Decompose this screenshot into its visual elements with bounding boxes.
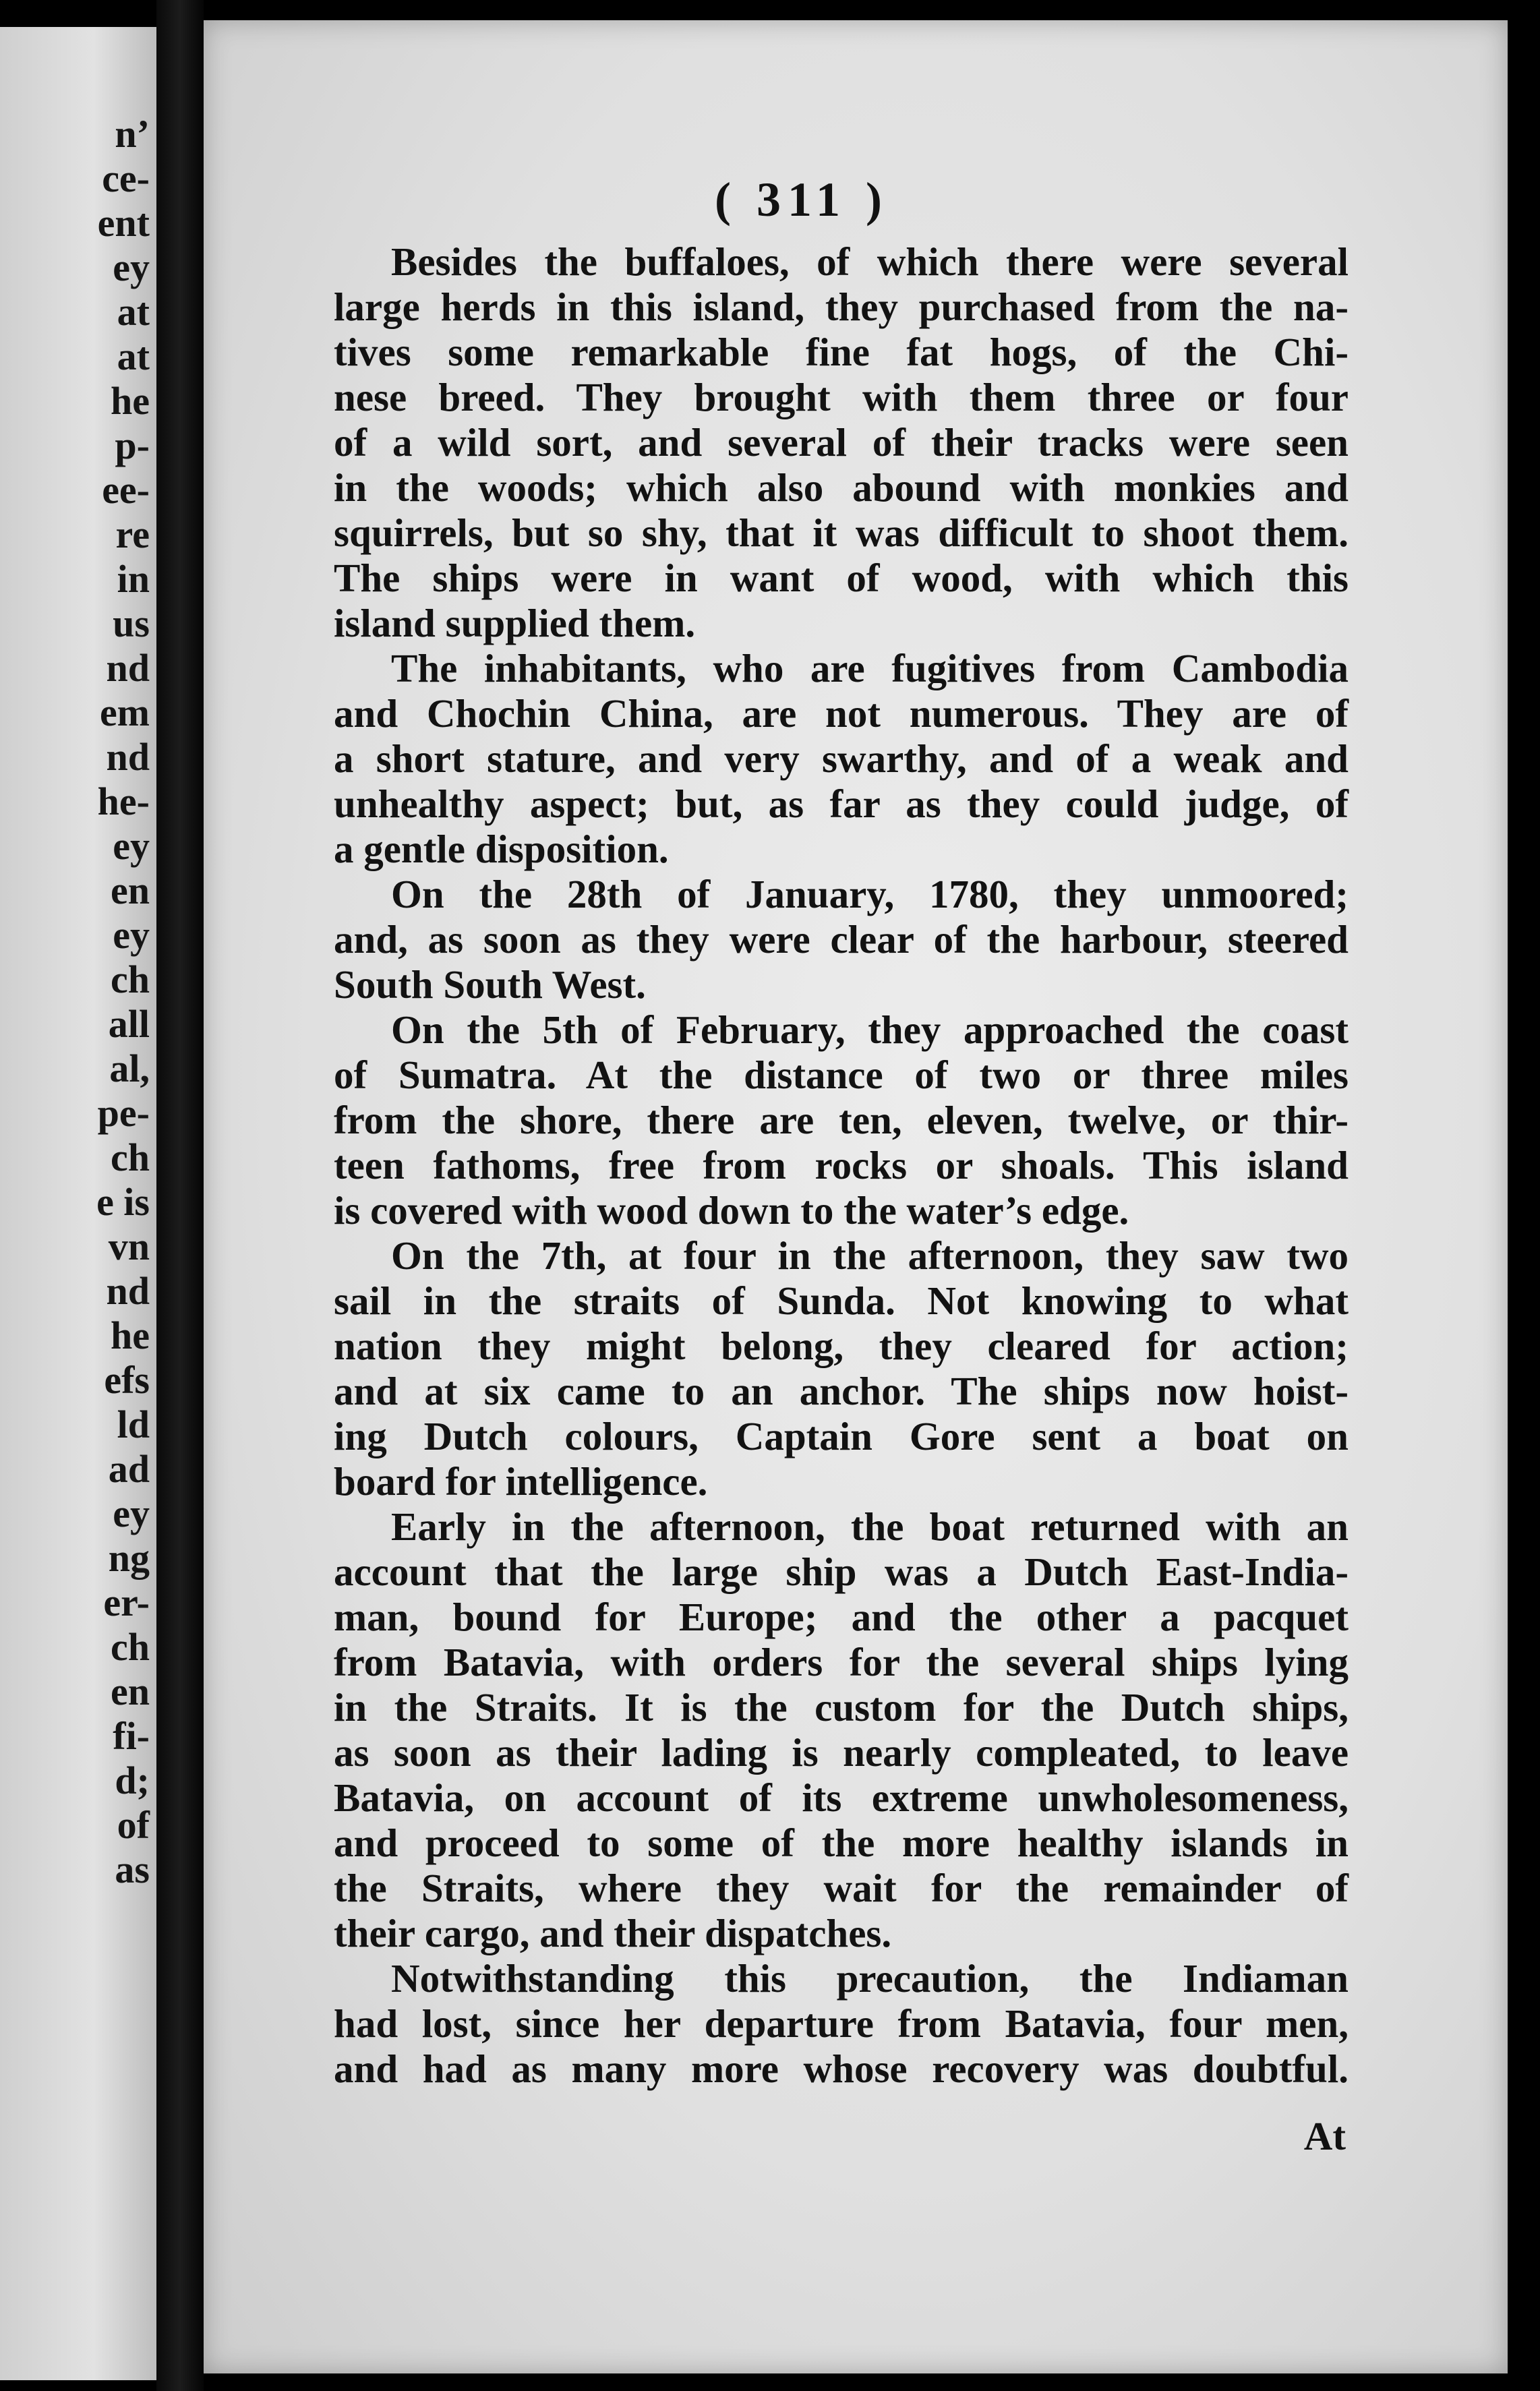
facing-page-fragment: pe-	[97, 1091, 150, 1135]
facing-page-fragment: nd	[106, 735, 150, 779]
facing-page-fragment: re	[115, 512, 150, 556]
text-line: from the shore, there are ten, eleven, twelve, or thir-	[334, 1098, 1349, 1142]
facing-page-fragment: fi-	[113, 1714, 150, 1758]
text-line: squirrels, but so shy, that it was difficult to shoot them.	[334, 510, 1349, 555]
text-line: had lost, since her departure from Batavia, four men,	[334, 2001, 1349, 2046]
text-line: from Batavia, with orders for the several ships lying	[334, 1640, 1349, 1684]
text-line: tives some remarkable fine fat hogs, of the Chi-	[334, 330, 1349, 374]
text-line: a gentle disposition.	[334, 827, 669, 871]
facing-page-edge	[0, 27, 156, 2380]
text-line: nese breed. They brought with them three or four	[334, 375, 1349, 419]
facing-page-fragment: ey	[113, 913, 150, 957]
facing-page-fragment: he	[111, 1313, 150, 1357]
text-line: and Chochin China, are not numerous. They are of	[334, 691, 1349, 736]
facing-page-fragment: efs	[104, 1358, 150, 1402]
facing-page-fragment: ch	[111, 957, 150, 1001]
facing-page-fragment: er-	[103, 1581, 150, 1624]
text-line: and at six came to an anchor. The ships now hoist-	[334, 1369, 1349, 1413]
facing-page-fragment: nd	[106, 1269, 150, 1313]
facing-page-fragment: n’	[115, 112, 150, 156]
facing-page-fragment: at	[117, 290, 150, 334]
text-line: of Sumatra. At the distance of two or three miles	[334, 1053, 1349, 1097]
facing-page-fragment: nd	[106, 646, 150, 690]
facing-page-fragment: ent	[97, 201, 150, 245]
facing-page-fragment: en	[111, 1670, 150, 1713]
facing-page-fragment: ad	[108, 1447, 150, 1491]
facing-page-fragment: ld	[117, 1403, 150, 1446]
facing-page-fragment: ey	[113, 1492, 150, 1535]
facing-page-fragment: all	[108, 1002, 150, 1046]
text-line: Besides the buffaloes, of which there were several	[391, 239, 1349, 284]
facing-page-fragment: al,	[109, 1046, 150, 1090]
facing-page-fragment: in	[117, 557, 150, 601]
text-line: teen fathoms, free from rocks or shoals. This island	[334, 1143, 1349, 1187]
text-line: On the 28th of January, 1780, they unmoored;	[391, 872, 1349, 916]
text-line: On the 7th, at four in the afternoon, they saw two	[391, 1233, 1349, 1278]
text-line: as soon as their lading is nearly compleated, to leave	[334, 1730, 1349, 1775]
text-line: South South West.	[334, 962, 646, 1007]
text-line: in the Straits. It is the custom for the Dutch ships,	[334, 1685, 1349, 1730]
facing-page-fragment: vn	[108, 1224, 150, 1268]
text-line: and had as many more whose recovery was doubtful.	[334, 2046, 1349, 2091]
text-line: nation they might belong, they cleared for action;	[334, 1324, 1349, 1368]
page-body-text	[334, 239, 1349, 2092]
text-line: in the woods; which also abound with monkies and	[334, 465, 1349, 510]
facing-page-fragment: ey	[113, 824, 150, 868]
text-line: their cargo, and their dispatches.	[334, 1911, 892, 1955]
text-line: and, as soon as they were clear of the harbour, steered	[334, 917, 1349, 962]
facing-page-fragment: at	[117, 334, 150, 378]
facing-page-fragment: d;	[115, 1759, 150, 1802]
text-line: unhealthy aspect; but, as far as they could judge, of	[334, 781, 1349, 826]
facing-page-fragment: ng	[108, 1536, 150, 1580]
facing-page-fragment: em	[99, 690, 150, 734]
facing-page-fragment: of	[117, 1803, 150, 1847]
page-number: ( 311 )	[715, 173, 889, 227]
text-line: ing Dutch colours, Captain Gore sent a boat on	[334, 1414, 1349, 1458]
facing-page-fragment: p-	[115, 423, 150, 467]
text-line: The ships were in want of wood, with which this	[334, 556, 1349, 600]
text-line: the Straits, where they wait for the remainder of	[334, 1866, 1349, 1910]
text-line: Batavia, on account of its extreme unwholesomeness,	[334, 1775, 1349, 1820]
text-line: man, bound for Europe; and the other a pacquet	[334, 1595, 1349, 1639]
text-line: and proceed to some of the more healthy islands in	[334, 1821, 1349, 1865]
facing-page-fragment: ch	[111, 1625, 150, 1669]
facing-page-fragment: en	[111, 868, 150, 912]
facing-page-fragment: as	[115, 1848, 150, 1891]
text-line: On the 5th of February, they approached the coast	[391, 1007, 1349, 1052]
text-line: The inhabitants, who are fugitives from Cambodia	[391, 646, 1349, 690]
text-line: large herds in this island, they purchased from the na-	[334, 285, 1349, 329]
facing-page-fragment: e is	[96, 1180, 150, 1224]
text-line: account that the large ship was a Dutch East-India-	[334, 1549, 1349, 1594]
facing-page-fragment: he	[111, 379, 150, 423]
text-line: of a wild sort, and several of their tracks were seen	[334, 420, 1349, 465]
facing-page-fragment: us	[113, 601, 150, 645]
text-line: board for intelligence.	[334, 1459, 708, 1504]
facing-page-fragment: ce-	[102, 156, 150, 200]
text-line: Notwithstanding this precaution, the Indiaman	[391, 1956, 1349, 2001]
book-gutter	[156, 0, 204, 2391]
facing-page-fragment: he-	[97, 779, 150, 823]
text-line: island supplied them.	[334, 601, 696, 645]
text-line: sail in the straits of Sunda. Not knowing to what	[334, 1278, 1349, 1323]
catchword: At	[1303, 2114, 1346, 2158]
facing-page-fragment: ee-	[102, 468, 150, 512]
text-line: a short stature, and very swarthy, and of a weak and	[334, 736, 1349, 781]
facing-page-fragment: ey	[113, 245, 150, 289]
text-line: is covered with wood down to the water’s edge.	[334, 1188, 1129, 1233]
facing-page-fragment: ch	[111, 1135, 150, 1179]
text-line: Early in the afternoon, the boat returned with an	[391, 1504, 1349, 1549]
